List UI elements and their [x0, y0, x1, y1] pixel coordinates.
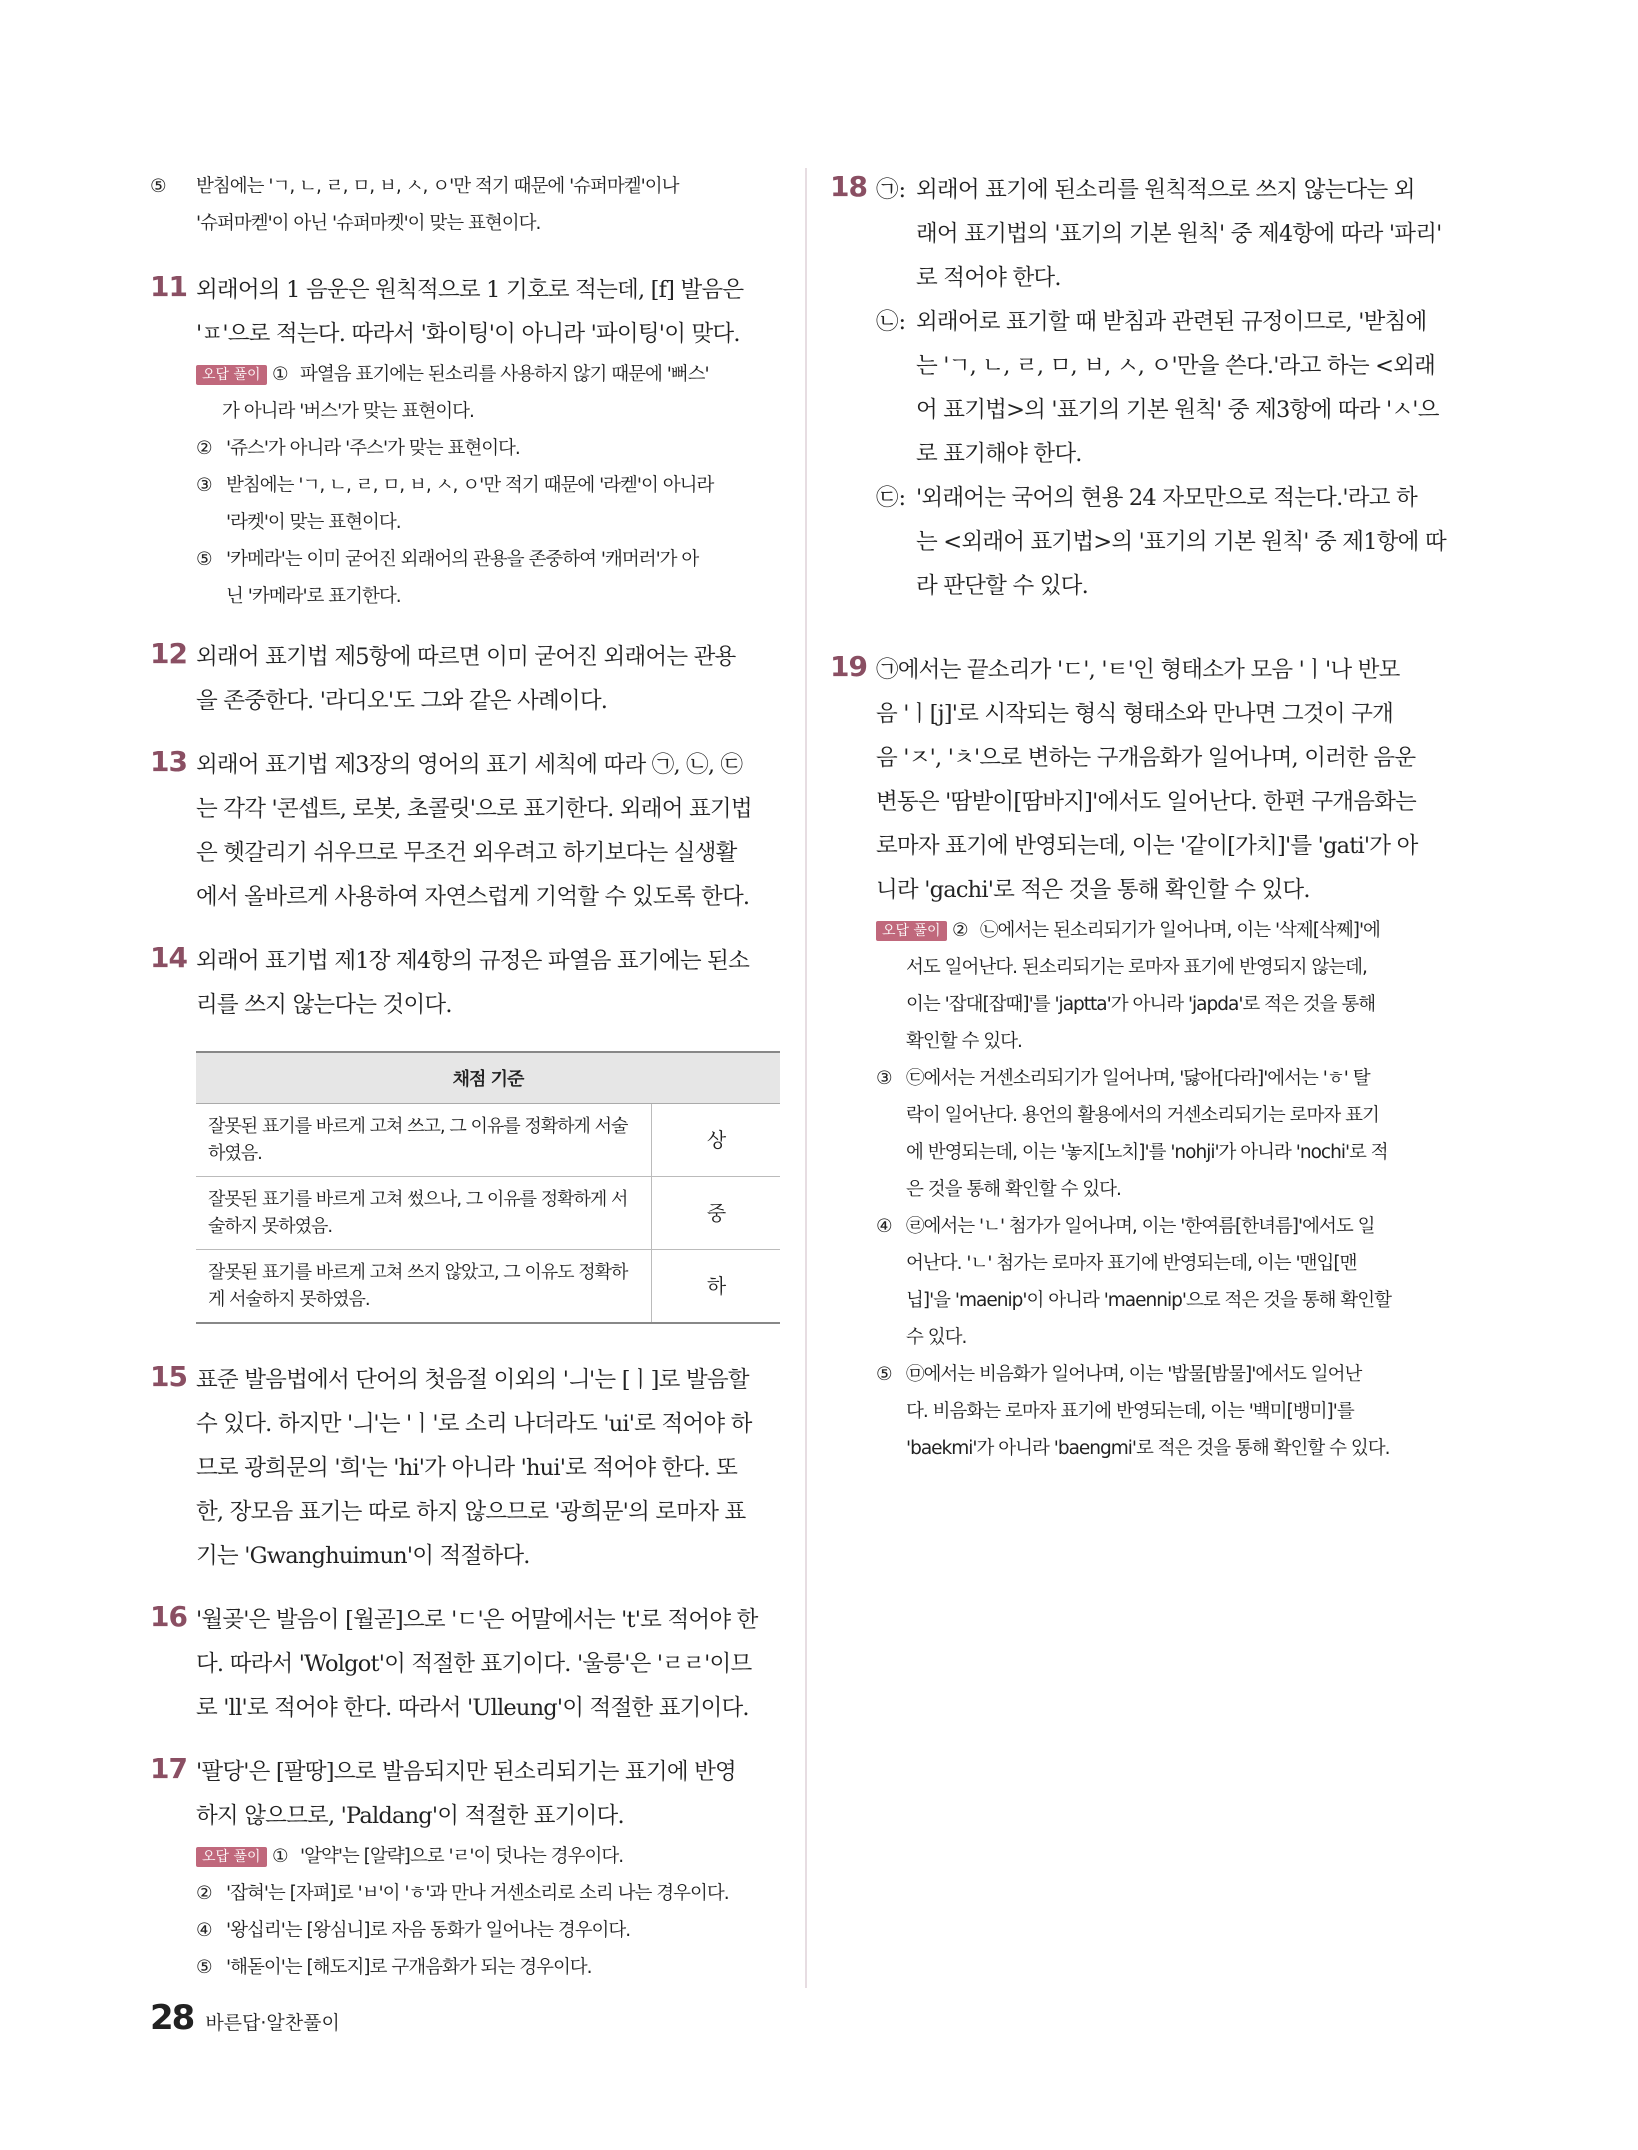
- note-line: 어난다. 'ㄴ' 첨가는 로마자 표기에 반영되는데, 이는 '맨입[맨: [906, 1253, 1357, 1274]
- question-number: 16: [150, 1600, 187, 1633]
- note-line: '라켓'이 맞는 표현이다.: [226, 512, 401, 533]
- right-column: [830, 168, 1478, 1487]
- grading-table: [196, 1051, 780, 1324]
- note-line: ㉡에서는 된소리되기가 일어나며, 이는 '삭제[삭쩨]'에: [980, 920, 1380, 941]
- answer-line: 외래어 표기법 제5항에 따르면 이미 굳어진 외래어는 관용: [196, 644, 736, 670]
- note-item: [876, 912, 1478, 1060]
- answer-line: 다. 따라서 'Wolgot'이 적절한 표기이다. '울릉'은 'ㄹㄹ'이므: [196, 1651, 752, 1677]
- note-item: [196, 1838, 780, 1875]
- question-17: [150, 1750, 780, 1986]
- answer-line: 는 <외래어 표기법>의 '표기의 기본 원칙' 중 제1항에 따: [916, 529, 1446, 555]
- note-line: 파열음 표기에는 된소리를 사용하지 않기 때문에 '뻐스': [300, 364, 709, 385]
- answer-line: 로 'll'로 적어야 한다. 따라서 'Ulleung'이 적절한 표기이다.: [196, 1695, 749, 1721]
- note-line: 서도 일어난다. 된소리되기는 로마자 표기에 반영되지 않는데,: [906, 957, 1367, 978]
- note-line: ㉤에서는 비음화가 일어나며, 이는 '밥물[밤물]'에서도 일어난: [906, 1364, 1362, 1385]
- note-line: ㉣에서는 'ㄴ' 첨가가 일어나며, 이는 '한여름[한녀름]'에서도 일: [906, 1216, 1375, 1237]
- note-line: '슈퍼마켇'이 아닌 '슈퍼마켓'이 맞는 표현이다.: [196, 213, 541, 234]
- note-item: [196, 1875, 780, 1912]
- answer-sub-item: [876, 300, 1478, 476]
- note-line: '해돋이'는 [해도지]로 구개음화가 되는 경우이다.: [226, 1957, 592, 1978]
- note-marker: ③: [876, 1068, 892, 1089]
- answer-line: 로마자 표기에 반영되는데, 이는 '같이[가치]'를 'gati'가 아: [876, 833, 1418, 859]
- note-line: 가 아니라 '버스'가 맞는 표현이다.: [222, 401, 474, 422]
- answer-line: 음 'ㅈ', 'ㅊ'으로 변하는 구개음화가 일어나며, 이러한 음운: [876, 745, 1416, 771]
- question-number: 19: [830, 650, 867, 683]
- question-number: 15: [150, 1360, 187, 1393]
- question-15: [150, 1358, 780, 1578]
- answer-line: 외래어의 1 음운은 원칙적으로 1 기호로 적는데, [f] 발음은: [196, 277, 744, 303]
- question-number: 13: [150, 745, 187, 778]
- sub-item-marker: ㉡:: [876, 309, 907, 335]
- note-marker: ⑤: [150, 176, 166, 197]
- note-line: '왕십리'는 [왕심니]로 자음 동화가 일어나는 경우이다.: [226, 1920, 631, 1941]
- answer-line: 음 'ㅣ[j]'로 시작되는 형식 형태소와 만나면 그것이 구개: [876, 701, 1394, 727]
- answer-text: [196, 635, 780, 723]
- note-item: [196, 356, 780, 430]
- wrong-answer-badge: 오답 풀이: [196, 1847, 267, 1867]
- question-number: 11: [150, 270, 187, 303]
- note-item: [876, 1208, 1478, 1356]
- level-cell: 상: [652, 1104, 781, 1177]
- answer-line: 변동은 '땀받이[땀바지]'에서도 일어난다. 한편 구개음화는: [876, 789, 1416, 815]
- note-line: 은 것을 통해 확인할 수 있다.: [906, 1179, 1121, 1200]
- left-column: [150, 168, 780, 2006]
- question-11: [150, 268, 780, 615]
- sub-item-marker: ㉢:: [876, 485, 907, 511]
- answer-line: 한, 장모음 표기는 따로 하지 않으므로 '광희문'의 로마자 표: [196, 1499, 746, 1525]
- wrong-answer-badge: 오답 풀이: [196, 365, 267, 385]
- question-13: [150, 743, 780, 919]
- note-marker: ⑤: [876, 1364, 892, 1385]
- answer-line: 은 헷갈리기 쉬우므로 무조건 외우려고 하기보다는 실생활: [196, 840, 737, 866]
- answer-sub-item: [876, 476, 1478, 608]
- criteria-cell: 잘못된 표기를 바르게 고쳐 쓰지 않았고, 그 이유도 정확하게 서술하지 못하였음.: [196, 1250, 652, 1324]
- note-item: [876, 1356, 1478, 1467]
- question-18: [830, 168, 1478, 608]
- answer-line: 로 표기해야 한다.: [916, 441, 1082, 467]
- answer-line: 외래어 표기법 제1장 제4항의 규정은 파열음 표기에는 된소: [196, 948, 750, 974]
- page-number: 28: [150, 1998, 194, 2038]
- note-marker: ⑤: [196, 549, 212, 570]
- question-number: 18: [830, 170, 867, 203]
- answer-text: [876, 168, 1478, 608]
- note-marker: ③: [196, 475, 212, 496]
- note-item: [196, 467, 780, 541]
- answer-text: [196, 268, 780, 356]
- answer-note-top: [150, 168, 780, 242]
- wrong-answer-badge: 오답 풀이: [876, 921, 947, 941]
- answer-line: 기는 'Gwanghuimun'이 적절하다.: [196, 1543, 530, 1569]
- note-marker: ④: [196, 1920, 212, 1941]
- note-marker: ①: [272, 364, 288, 385]
- answer-text: [196, 1750, 780, 1838]
- answer-line: 라 판단할 수 있다.: [916, 573, 1088, 599]
- question-number: 14: [150, 941, 187, 974]
- note-item: [196, 1912, 780, 1949]
- question-16: [150, 1598, 780, 1730]
- answer-text: [196, 1598, 780, 1730]
- grading-table-header: 채점 기준: [196, 1052, 780, 1104]
- note-line: 닙]'을 'maenip'이 아니라 'maennip'으로 적은 것을 통해 확인할: [906, 1290, 1392, 1311]
- note-marker: ①: [272, 1846, 288, 1867]
- note-item: [196, 1949, 780, 1986]
- answer-line: 는 'ㄱ, ㄴ, ㄹ, ㅁ, ㅂ, ㅅ, ㅇ'만을 쓴다.'라고 하는 <외래: [916, 353, 1436, 379]
- note-line: 확인할 수 있다.: [906, 1031, 1022, 1052]
- answer-line: 외래어 표기에 된소리를 원칙적으로 쓰지 않는다는 외: [916, 177, 1415, 203]
- question-19: [830, 648, 1478, 1467]
- note-line: 받침에는 'ㄱ, ㄴ, ㄹ, ㅁ, ㅂ, ㅅ, ㅇ'만 적기 때문에 '슈퍼마켙'이나: [196, 176, 679, 197]
- wrong-answer-notes: [196, 356, 780, 615]
- answer-line: 하지 않으므로, 'Paldang'이 적절한 표기이다.: [196, 1803, 624, 1829]
- wrong-answer-notes: [196, 1838, 780, 1986]
- answer-line: 리를 쓰지 않는다는 것이다.: [196, 992, 452, 1018]
- note-line: 닌 '카메라'로 표기한다.: [226, 586, 401, 607]
- note-marker: ④: [876, 1216, 892, 1237]
- answer-line: 외래어로 표기할 때 받침과 관련된 규정이므로, '받침에: [916, 309, 1427, 335]
- answer-line: '팔당'은 [팔땅]으로 발음되지만 된소리되기는 표기에 반영: [196, 1759, 736, 1785]
- question-12: [150, 635, 780, 723]
- note-item: [196, 430, 780, 467]
- question-14: [150, 939, 780, 1027]
- book-title: 바른답·알찬풀이: [205, 2012, 340, 2034]
- answer-line: 는 각각 '콘셉트, 로봇, 초콜릿'으로 표기한다. 외래어 표기법: [196, 796, 752, 822]
- answer-line: '월곶'은 발음이 [월곧]으로 'ㄷ'은 어말에서는 't'로 적어야 한: [196, 1607, 758, 1633]
- note-line: 이는 '잡대[잡때]'를 'japtta'가 아니라 'japda'로 적은 것을 통해: [906, 994, 1376, 1015]
- note-line: '잡혀'는 [자펴]로 'ㅂ'이 'ㅎ'과 만나 거센소리로 소리 나는 경우이다.: [226, 1883, 729, 1904]
- answer-line: 수 있다. 하지만 'ㅢ'는 'ㅣ'로 소리 나더라도 'ui'로 적어야 하: [196, 1411, 752, 1437]
- table-row: [196, 1104, 780, 1177]
- question-number: 17: [150, 1752, 187, 1785]
- answer-line: 'ㅍ'으로 적는다. 따라서 '화이팅'이 아니라 '파이팅'이 맞다.: [196, 321, 740, 347]
- note-line: 수 있다.: [906, 1327, 967, 1348]
- note-line: '카메라'는 이미 굳어진 외래어의 관용을 존중하여 '캐머러'가 아: [226, 549, 699, 570]
- note-line: 에 반영되는데, 이는 '놓지[노치]'를 'nohji'가 아니라 'nochi'로 적: [906, 1142, 1388, 1163]
- answer-line: 니라 'gachi'로 적은 것을 통해 확인할 수 있다.: [876, 877, 1310, 903]
- table-row: [196, 1250, 780, 1324]
- note-marker: ②: [196, 1883, 212, 1904]
- note-marker: ⑤: [196, 1957, 212, 1978]
- answer-line: 외래어 표기법 제3장의 영어의 표기 세칙에 따라 ㉠, ㉡, ㉢: [196, 752, 743, 778]
- answer-text: [196, 939, 780, 1027]
- criteria-cell: 잘못된 표기를 바르게 고쳐 쓰고, 그 이유를 정확하게 서술하였음.: [196, 1104, 652, 1177]
- answer-text: [196, 1358, 780, 1578]
- answer-text: [876, 648, 1478, 912]
- wrong-answer-notes: [876, 912, 1478, 1467]
- answer-sub-item: [876, 168, 1478, 300]
- note-line: 'baekmi'가 아니라 'baengmi'로 적은 것을 통해 확인할 수 있다.: [906, 1438, 1390, 1459]
- column-divider: [805, 168, 807, 1988]
- sub-item-marker: ㉠:: [876, 177, 907, 203]
- answer-line: 을 존중한다. '라디오'도 그와 같은 사례이다.: [196, 688, 608, 714]
- answer-line: 므로 광희문의 '희'는 'hi'가 아니라 'hui'로 적어야 한다. 또: [196, 1455, 738, 1481]
- answer-line: 어 표기법>의 '표기의 기본 원칙' 중 제3항에 따라 'ㅅ'으: [916, 397, 1439, 423]
- table-row: [196, 1177, 780, 1250]
- note-line: 락이 일어난다. 용언의 활용에서의 거센소리되기는 로마자 표기: [906, 1105, 1379, 1126]
- note-line: ㉢에서는 거센소리되기가 일어나며, '닳아[다라]'에서는 'ㅎ' 탈: [906, 1068, 1370, 1089]
- answer-line: ㉠에서는 끝소리가 'ㄷ', 'ㅌ'인 형태소가 모음 'ㅣ'나 반모: [876, 657, 1400, 683]
- note-line: '알약'는 [알략]으로 'ㄹ'이 덧나는 경우이다.: [300, 1846, 624, 1867]
- page-footer: [150, 1998, 340, 2038]
- level-cell: 중: [652, 1177, 781, 1250]
- criteria-cell: 잘못된 표기를 바르게 고쳐 썼으나, 그 이유를 정확하게 서술하지 못하였음.: [196, 1177, 652, 1250]
- note-line: 다. 비음화는 로마자 표기에 반영되는데, 이는 '백미[뱅미]'를: [906, 1401, 1354, 1422]
- note-marker: ②: [952, 920, 968, 941]
- answer-line: 로 적어야 한다.: [916, 265, 1061, 291]
- note-line: '쥬스'가 아니라 '주스'가 맞는 표현이다.: [226, 438, 520, 459]
- answer-text: [196, 743, 780, 919]
- note-item: [196, 541, 780, 615]
- question-number: 12: [150, 637, 187, 670]
- note-marker: ②: [196, 438, 212, 459]
- answer-line: 에서 올바르게 사용하여 자연스럽게 기억할 수 있도록 한다.: [196, 884, 750, 910]
- answer-line: 표준 발음법에서 단어의 첫음절 이외의 'ㅢ'는 [ㅣ]로 발음할: [196, 1367, 749, 1393]
- note-line: 받침에는 'ㄱ, ㄴ, ㄹ, ㅁ, ㅂ, ㅅ, ㅇ'만 적기 때문에 '라켇'이 아니라: [226, 475, 714, 496]
- level-cell: 하: [652, 1250, 781, 1324]
- answer-line: '외래어는 국어의 현용 24 자모만으로 적는다.'라고 하: [916, 485, 1417, 511]
- answer-line: 래어 표기법의 '표기의 기본 원칙' 중 제4항에 따라 '파리': [916, 221, 1442, 247]
- note-item: [876, 1060, 1478, 1208]
